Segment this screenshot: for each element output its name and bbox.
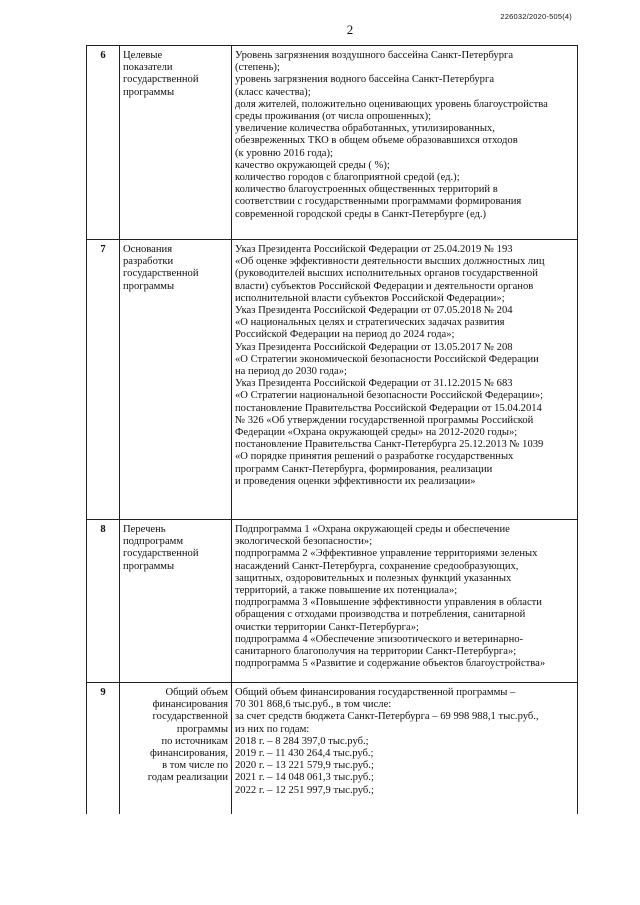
row-label: [120, 520, 232, 683]
content-line: количество благоустроенных общественных территорий в: [235, 184, 498, 196]
content-line: (степень);: [235, 62, 280, 74]
content-line: территорий, а также повышение их потенциала»;: [235, 585, 458, 597]
content-line: 2018 г. – 8 284 397,0 тыс.руб.;: [235, 735, 369, 747]
row-label-line: программы: [176, 723, 228, 735]
row-number: 8: [87, 520, 120, 683]
row-label: [120, 240, 232, 520]
row-label-line: финансирования: [152, 699, 228, 711]
table-row: [87, 683, 578, 815]
content-line: № 326 «Об утверждении государственной программы Российской: [235, 414, 534, 426]
content-line: насаждений Санкт-Петербурга, сохранение средообразующих,: [235, 560, 519, 572]
content-line: постановление Правительства Российской Федерации от 15.04.2014: [235, 402, 542, 414]
content-line: «О Стратегии экономической безопасности Российской Федерации: [235, 353, 539, 365]
row-label-line: государственной: [123, 268, 199, 280]
row-label-line: годам реализации: [147, 772, 228, 784]
content-line: соответствии с государственными программами формирования: [235, 196, 522, 208]
content-line: 2022 г. – 12 251 997,9 тыс.руб.;: [235, 784, 374, 796]
row-label-line: показатели: [123, 62, 173, 74]
content-line: 70 301 868,6 тыс.руб., в том числе:: [235, 699, 392, 711]
content-line: (к уровню 2016 года);: [235, 147, 333, 159]
content-line: защитных, оздоровительных и полезных функций указанных: [235, 572, 512, 584]
row-label-line: подпрограмм: [123, 536, 184, 548]
row-label-line: программы: [123, 86, 175, 98]
content-line: качество окружающей среды ( %);: [235, 159, 390, 171]
content-line: количество городов с благоприятной средой (ед.);: [235, 172, 460, 184]
row-label-line: Общий объем: [165, 687, 228, 698]
content-line: «О порядке принятия решений о разработке государственных: [235, 451, 514, 463]
content-line: «О национальных целях и стратегических задачах развития: [235, 317, 505, 329]
content-line: подпрограмма 5 «Развитие и содержание объектов благоустройства»: [235, 658, 546, 670]
content-line: Указ Президента Российской Федерации от 13.05.2017 № 208: [235, 341, 513, 353]
content-line: Подпрограмма 1 «Охрана окружающей среды и обеспечение: [235, 524, 510, 535]
row-content: [232, 240, 578, 520]
content-line: Федерации «Охрана окружающей среды» на 2012-2020 годы»;: [235, 427, 518, 439]
row-label-line: государственной: [152, 711, 228, 723]
row-content: [232, 46, 578, 240]
content-line: Общий объем финансирования государственной программы –: [235, 687, 516, 698]
row-label-line: Перечень: [123, 524, 166, 535]
content-line: программ Санкт-Петербурга, формирования, реализации: [235, 463, 493, 475]
content-line: экологической безопасности»;: [235, 536, 373, 548]
content-line: и проведения оценки эффективности их реализации»: [235, 475, 476, 487]
content-line: из них по годам:: [235, 723, 310, 735]
content-line: власти) субъектов Российской Федерации и деятельности органов: [235, 280, 534, 292]
content-line: на период до 2030 года»;: [235, 366, 347, 378]
row-label-line: в том числе по: [162, 760, 228, 772]
content-line: Указ Президента Российской Федерации от 31.12.2015 № 683: [235, 378, 513, 390]
row-label-line: Основания: [123, 244, 173, 255]
content-line: «О Стратегии национальной безопасности Российской Федерации»;: [235, 390, 544, 402]
content-line: санитарного благополучия на территории Санкт-Петербурга»;: [235, 646, 517, 658]
content-line: доля жителей, положительно оценивающих уровень благоустройства: [235, 98, 548, 110]
table-row: [87, 240, 578, 520]
content-line: 2020 г. – 13 221 579,9 тыс.руб.;: [235, 760, 374, 772]
row-label: [120, 683, 232, 815]
content-line: уровень загрязнения водного бассейна Санкт-Петербурга: [235, 74, 495, 86]
content-line: Российской Федерации на период до 2024 года»;: [235, 329, 455, 341]
table-row: [87, 46, 578, 240]
page-number: 2: [346, 22, 354, 37]
program-passport-table: [86, 45, 578, 814]
content-line: очистки территории Санкт-Петербурга»;: [235, 621, 419, 633]
row-label-line: государственной: [123, 548, 199, 560]
content-line: 2019 г. – 11 430 264,4 тыс.руб.;: [235, 748, 374, 760]
row-label-line: программы: [123, 560, 175, 572]
content-line: среды проживания (от числа опрошенных);: [235, 111, 432, 123]
content-line: постановление Правительства Санкт-Петербурга 25.12.2013 № 1039: [235, 439, 544, 451]
content-line: Уровень загрязнения воздушного бассейна Санкт-Петербурга: [235, 50, 514, 61]
row-label: [120, 46, 232, 240]
content-line: обезвреженных ТКО в общем объеме образовавшихся отходов: [235, 135, 518, 147]
content-line: за счет средств бюджета Санкт-Петербурга – 69 998 988,1 тыс.руб.,: [235, 711, 539, 723]
content-line: подпрограмма 4 «Обеспечение эпизоотического и ветеринарно-: [235, 633, 524, 645]
row-number: 6: [87, 46, 120, 240]
row-label-line: государственной: [123, 74, 199, 86]
content-line: 2021 г. – 14 048 061,3 тыс.руб.;: [235, 772, 374, 784]
content-line: подпрограмма 2 «Эффективное управление территориями зеленых: [235, 548, 538, 560]
row-content: [232, 683, 578, 815]
row-number: 9: [87, 683, 120, 815]
row-label-line: программы: [123, 280, 175, 292]
content-line: «Об оценке эффективности деятельности высших должностных лиц: [235, 256, 545, 268]
content-line: современной городской среды в Санкт-Петербурге (ед.): [235, 208, 487, 220]
table-row: [87, 520, 578, 683]
content-line: увеличение количества обработанных, утилизированных,: [235, 123, 495, 135]
content-line: обращения с отходами производства и потребления, санитарной: [235, 609, 526, 621]
content-line: (класс качества);: [235, 86, 311, 98]
row-label-line: по источникам: [161, 735, 228, 747]
content-line: Указ Президента Российской Федерации от 25.04.2019 № 193: [235, 244, 513, 255]
document-id: 226032/2020-505(4): [500, 12, 572, 21]
content-line: подпрограмма 3 «Повышение эффективности управления в области: [235, 597, 542, 609]
content-line: (руководителей высших исполнительных органов государственной: [235, 268, 538, 280]
row-content: [232, 520, 578, 683]
row-label-line: разработки: [123, 256, 174, 268]
row-label-line: Целевые: [123, 50, 163, 61]
row-number: 7: [87, 240, 120, 520]
row-label-line: финансирования,: [150, 748, 228, 760]
content-line: исполнительной власти субъектов Российской Федерации»;: [235, 292, 505, 304]
content-line: Указ Президента Российской Федерации от 07.05.2018 № 204: [235, 305, 513, 317]
